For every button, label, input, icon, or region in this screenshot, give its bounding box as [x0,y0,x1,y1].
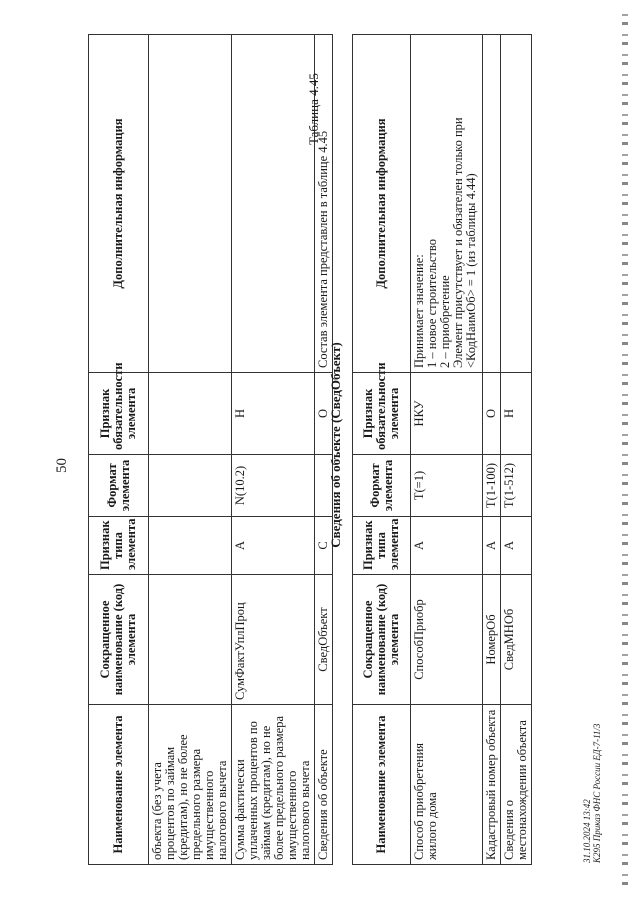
table-row [483,35,501,865]
cell-type: С [315,517,333,575]
cell-type [149,517,232,575]
cell-type: А [501,517,532,575]
document-stamp [582,724,602,863]
header-required: Признак обязательности элемента [89,373,149,455]
header-name: Наименование элемента [353,705,411,865]
cell-format: Т(1-512) [501,455,532,517]
cell-name: объекта (без учета процентов по займам (кредитам), но не более предельного размера имущественного налогового вычета [149,705,232,865]
header-type: Признак типа элемента [89,517,149,575]
page-number: 50 [54,458,70,473]
cell-code: НомерОб [483,575,501,705]
cell-info [411,35,483,373]
cell-required: Н [501,373,532,455]
stamp-date: 31.10.2024 13:42 [582,799,592,863]
cell-type: А [232,517,315,575]
table-row [411,35,483,865]
object-info-table [352,34,532,865]
stamp-source: К295 Приказ ФНС России ЕД-7-11/3 [592,723,602,863]
header-code: Сокращенное наименование (код) элемента [89,575,149,705]
cell-info [483,35,501,373]
table-caption: Таблица 4.45 [306,73,321,145]
header-type: Признак типа элемента [353,517,411,575]
table-row [232,35,315,865]
continuation-table [88,34,333,865]
cell-type: А [411,517,483,575]
cell-format: N(10.2) [232,455,315,517]
header-required: Признак обязательности элемента [353,373,411,455]
info-line: Принимает значение: [412,254,426,368]
cell-required: О [315,373,333,455]
cell-required [149,373,232,455]
cell-name: Кадастровый номер объекта [483,705,501,865]
cell-name: Сведения о местонахождении объекта [501,705,532,865]
cell-code: СведОбъект [315,575,333,705]
table-title: Сведения об объекте (СведОбъект) [328,342,343,548]
cell-name: Способ приобретения жилого дома [411,705,483,865]
cell-info: Состав элемента представлен в таблице 4.45 [315,35,333,373]
header-format: Формат элемента [89,455,149,517]
header-name: Наименование элемента [89,705,149,865]
scan-edge-noise [622,5,628,885]
cell-info [232,35,315,373]
cell-info [149,35,232,373]
cell-required: Н [232,373,315,455]
cell-info [501,35,532,373]
header-info: Дополнительная информация [353,35,411,373]
cell-type: А [483,517,501,575]
cell-format: Т(=1) [411,455,483,517]
cell-code: СведМНОб [501,575,532,705]
table-row [501,35,532,865]
cell-name: Сумма фактически уплаченных процентов по займам (кредитам), но не более предельного размера имущественного налогового вычета [232,705,315,865]
cell-code: СумФактУплПроц [232,575,315,705]
table-header-row [89,35,149,865]
cell-name: Сведения об объекте [315,705,333,865]
table-row [149,35,232,865]
cell-code: СпособПриобр [411,575,483,705]
cell-format [149,455,232,517]
cell-code [149,575,232,705]
cell-required: НКУ [411,373,483,455]
info-line: Элемент присутствует и обязателен только при <КодНаимОб> = 1 (из таблицы 4.44) [451,117,478,368]
cell-required: О [483,373,501,455]
header-format: Формат элемента [353,455,411,517]
header-info: Дополнительная информация [89,35,149,373]
info-line: 2 – приобретение [438,275,452,368]
cell-format: Т(1-100) [483,455,501,517]
header-code: Сокращенное наименование (код) элемента [353,575,411,705]
table-header-row [353,35,411,865]
info-line: 1 – новое строительство [425,239,439,368]
